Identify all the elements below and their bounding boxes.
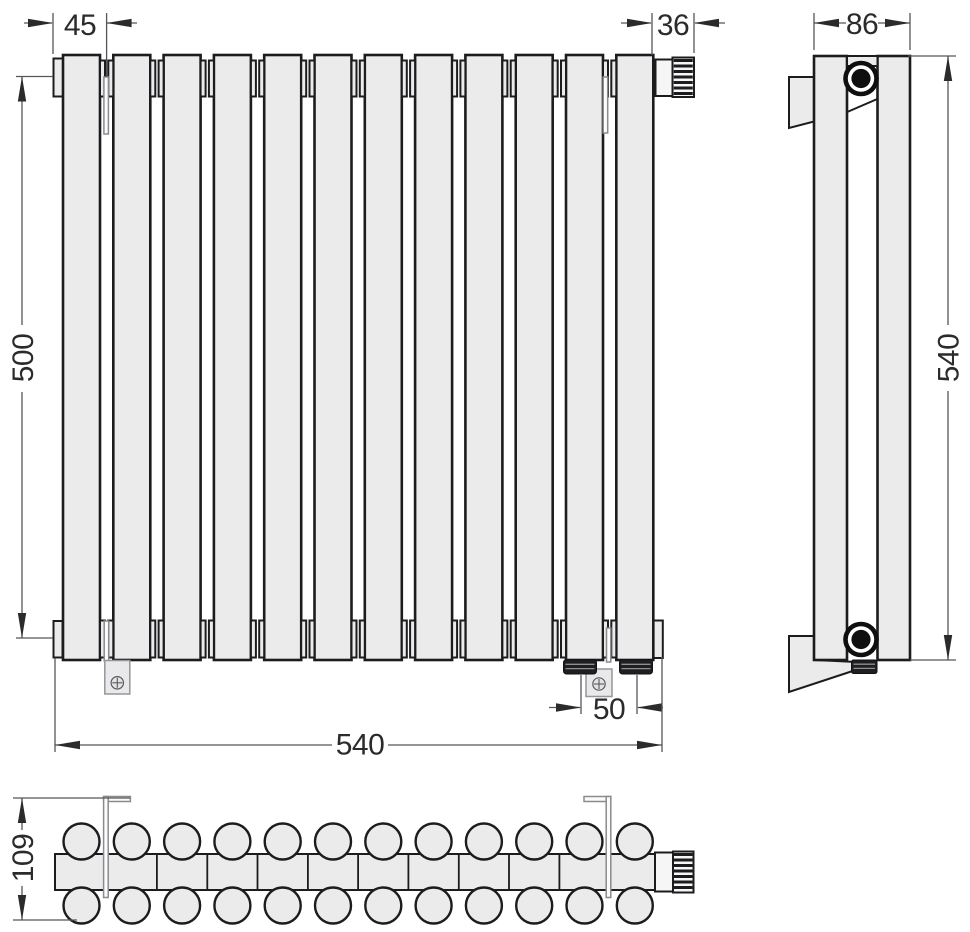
plan-tube-circle [164,888,200,924]
dim-axis-label: 500 [7,333,40,383]
connector-base [656,60,673,97]
collector-segment [159,621,164,658]
collector-segment [561,621,566,658]
plan-collector-band [55,854,655,890]
front-tube [415,55,452,660]
plan-tube-circle [365,888,401,924]
collector-segment [502,61,507,97]
front-tube [315,55,352,660]
collector-segment [150,61,155,97]
front-tube [113,55,150,660]
side-view [789,56,910,692]
plan-tube-circle [516,888,552,924]
plan-tube-circle [416,888,452,924]
collector-segment [352,621,357,658]
bottom-valve-right [620,660,653,675]
side-bottom-valve [852,660,878,674]
collector-segment [251,61,256,97]
bottom-valve-left [564,660,597,675]
plan-tube-circle [265,888,301,924]
dimension-side-depth [814,8,910,50]
side-port-top [843,61,879,97]
collector-segment [460,61,465,97]
collector-segment [410,621,415,658]
plan-tube-circle [64,888,100,924]
collector-segment [460,621,465,658]
top-connector [656,58,695,98]
collector-segment [452,61,457,97]
dim-side-height-label: 540 [932,333,966,383]
front-tube [63,55,100,660]
collector-segment [150,621,155,658]
dim-side-depth-label: 86 [845,8,879,41]
front-tube [465,55,502,660]
collector-segment [511,621,516,658]
collector-segment [310,621,315,658]
bottom-left-bracket [105,661,130,695]
front-tube [616,55,653,660]
front-tube [365,55,402,660]
collector-segment [611,61,616,97]
plan-tube-circle [617,824,653,860]
plan-tube-circle [315,824,351,860]
plan-tube-circle [416,824,452,860]
front-view [54,55,695,697]
plan-tube-circle [567,888,603,924]
plan-tube-circle [164,824,200,860]
plan-tube-circle [64,824,100,860]
collector-segment [201,61,206,97]
dim-width-label: 540 [335,728,385,762]
collector-segment [301,621,306,658]
plan-view [55,797,694,924]
dim-pitch-label: 45 [63,9,97,42]
collector-segment [452,621,457,658]
collector-segment [209,61,214,97]
collector-segment [259,61,264,97]
plan-tube-circle [365,824,401,860]
side-port-bottom [843,622,879,658]
plan-tube-circle [315,888,351,924]
front-tube [516,55,553,660]
plan-tube-circle [617,888,653,924]
collector-segment [553,621,558,658]
front-tube [214,55,251,660]
collector-segment [502,621,507,658]
plan-connector [655,852,694,893]
collector-segment [402,621,407,658]
dim-plan-depth-label: 109 [7,833,40,883]
bracket-rod-bottom-left [104,621,109,661]
bracket-rod-top-left [104,77,109,134]
plan-tube-circle [516,824,552,860]
bottom-left-collector-cap [54,621,63,658]
collector-segment [360,621,365,658]
collector-segment [310,61,315,97]
front-tubes [63,55,653,660]
plan-tube-circle [214,824,250,860]
plan-tube-circle [114,888,150,924]
bottom-right-collector-cap [653,621,663,659]
collector-segment [410,61,415,97]
collector-segment [360,61,365,97]
dimension-connector-width [621,9,725,55]
dim-connector-label: 36 [656,9,690,42]
plan-tube-circle [466,824,502,860]
collector-segment [159,61,164,97]
collector-segment [201,621,206,658]
collector-segment [402,61,407,97]
side-front-tube [878,56,911,660]
front-tube [164,55,201,660]
plan-tube-circle [466,888,502,924]
plan-tube-circle [214,888,250,924]
collector-segment [352,61,357,97]
front-tube [264,55,301,660]
plan-tube-circle [114,824,150,860]
side-rear-tube [814,56,847,660]
collector-segment [209,621,214,658]
collector-segment [561,61,566,97]
front-tube [566,55,603,660]
collector-segment [611,621,616,658]
collector-segment [251,621,256,658]
dimension-side-height [908,56,966,660]
bracket-rod-top-right [603,77,608,133]
collector-segment [553,61,558,97]
dimension-axis-distance [7,77,53,639]
plan-tube-circle [567,824,603,860]
plan-tube-circle [265,824,301,860]
collector-segment [259,621,264,658]
bracket-hook-edge [847,99,877,112]
dim-valve-spacing-label: 50 [592,693,626,726]
wall-bracket-top [789,77,816,128]
collector-segment [301,61,306,97]
collector-segment [511,61,516,97]
bracket-rod-bottom-right [607,628,611,662]
